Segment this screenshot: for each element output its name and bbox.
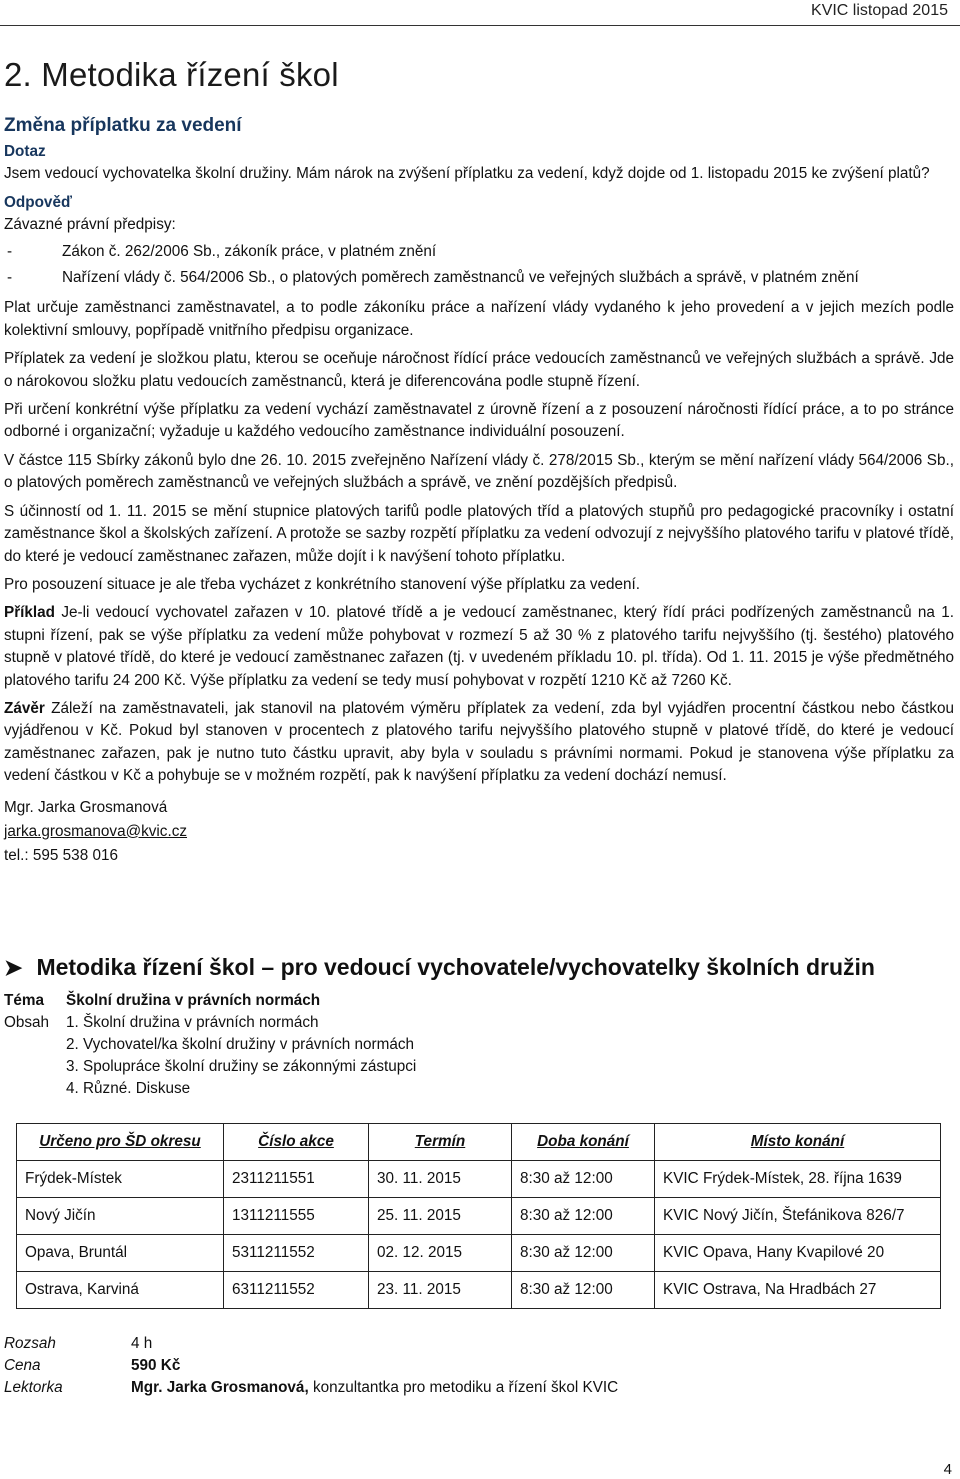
obsah-label: Obsah bbox=[4, 1014, 50, 1031]
obsah-item: 4. Různé. Diskuse bbox=[66, 1080, 191, 1097]
table-row bbox=[17, 1198, 941, 1235]
regulation-text: Zákon č. 262/2006 Sb., zákoník práce, v platném znění bbox=[62, 242, 437, 260]
paragraph: V částce 115 Sbírky zákonů bylo dne 26. 10. 2015 zveřejněno Nařízení vlády č. 278/2015 Sb., kterým se mění nařízení vlády 564/2006 Sb., o platových poměrech zaměstnanců ve veřejných službách a správě, ve znění pozdějších předpisů. bbox=[4, 451, 954, 492]
obsah-item: 3. Spolupráce školní družiny se zákonnými zástupci bbox=[66, 1058, 417, 1075]
cell-place: KVIC Opava, Hany Kvapilové 20 bbox=[655, 1235, 941, 1272]
cell-time: 8:30 až 12:00 bbox=[512, 1235, 655, 1272]
cell-district: Frýdek-Místek bbox=[17, 1161, 224, 1198]
col-header-place: Místo konání bbox=[655, 1124, 941, 1161]
regulation-item bbox=[4, 241, 954, 263]
cell-date: 30. 11. 2015 bbox=[369, 1161, 512, 1198]
question-text: Jsem vedoucí vychovatelka školní družiny. Mám nárok na zvýšení příplatku za vedení, když dojde od 1. listopadu 2015 ke zvýšení platů? bbox=[4, 165, 930, 183]
cena-label: Cena bbox=[4, 1357, 41, 1374]
col-header-number: Číslo akce bbox=[224, 1124, 369, 1161]
header-divider bbox=[0, 25, 960, 26]
tema-value: Školní družina v právních normách bbox=[66, 992, 321, 1009]
regulations-intro: Závazné právní předpisy: bbox=[4, 216, 176, 234]
lektorka-role: konzultantka pro metodiku a řízení škol KVIC bbox=[308, 1379, 619, 1396]
obsah-item: 1. Školní družina v právních normách bbox=[66, 1014, 319, 1031]
lektorka-label: Lektorka bbox=[4, 1379, 63, 1396]
page-number: 4 bbox=[943, 1461, 952, 1478]
table-row bbox=[17, 1161, 941, 1198]
col-header-district: Určeno pro ŠD okresu bbox=[17, 1124, 224, 1161]
table-row bbox=[17, 1235, 941, 1272]
regulation-item bbox=[4, 267, 954, 289]
paragraph: Plat určuje zaměstnanci zaměstnavatel, a to podle zákoníku práce a nařízení vlády vydaného k jeho provedení a v jejich mezích podle kolektivní smlouvy, popřípadě vnitřního předpisu organizace. bbox=[4, 299, 954, 339]
cell-date: 23. 11. 2015 bbox=[369, 1272, 512, 1309]
cell-place: KVIC Nový Jičín, Štefánikova 826/7 bbox=[655, 1198, 941, 1235]
cell-number: 5311211552 bbox=[224, 1235, 369, 1272]
lektorka-name: Mgr. Jarka Grosmanová, bbox=[131, 1379, 309, 1396]
cell-place: KVIC Frýdek-Místek, 28. října 1639 bbox=[655, 1161, 941, 1198]
course-info bbox=[4, 1333, 618, 1399]
example-label: Příklad bbox=[4, 604, 56, 622]
author-name: Mgr. Jarka Grosmanová bbox=[4, 798, 168, 816]
cell-time: 8:30 až 12:00 bbox=[512, 1272, 655, 1309]
rozsah-value: 4 h bbox=[131, 1335, 153, 1352]
conclusion-text: Záleží na zaměstnavateli, jak stanovil na platovém výměru příplatek za vedení, zda byl vyjádřen procentní částkou nebo částkou vyjádřenou v Kč. Pokud byl stanoven v procentech z platového tarifu nejvyššího platového stupně v platové třídě, do které je vedoucí zaměstnanec zařazen, pak je nutno tuto částku upravit, aby byla v souladu s právními normami. Pokud je stanovena výše příplatku za vedení částkou v Kč a pohybuje se v možném rozpětí, pak k navýšení příplatku za vedení dochází nemusí. bbox=[4, 699, 954, 785]
paragraph: Pro posouzení situace je ale třeba vycházet z konkrétního stanovení výše příplatku za vedení. bbox=[4, 575, 641, 593]
cell-date: 25. 11. 2015 bbox=[369, 1198, 512, 1235]
course-title: Metodika řízení škol – pro vedoucí vychovatele/vychovatelky školních družin bbox=[36, 954, 875, 980]
paragraph: Příplatek za vedení je složkou platu, kterou se oceňuje náročnost řídící práce vedoucích zaměstnanců ve veřejných službách a správě. Jde o nárokovou složku platu vedoucích zaměstnanců, která je diferencována podle stupně řízení. bbox=[4, 350, 954, 390]
cell-district: Ostrava, Karviná bbox=[17, 1272, 224, 1309]
col-header-time: Doba konání bbox=[512, 1124, 655, 1161]
regulation-text: Nařízení vlády č. 564/2006 Sb., o platových poměrech zaměstnanců ve veřejných službách a správě, v platném znění bbox=[62, 269, 859, 287]
author-contact bbox=[4, 796, 954, 868]
paragraph: Při určení konkrétní výše příplatku za vedení vychází zaměstnavatel z úrovně řízení a z posouzení náročnosti řídící práce, a to po stránce odborné i organizační; vyžaduje u každého vedoucího zaměstnance individuální posouzení. bbox=[4, 401, 954, 441]
table-header-row bbox=[17, 1124, 941, 1161]
example-text: Je-li vedoucí vychovatel zařazen v 10. platové třídě a je vedoucí zaměstnanec, který řídí práci podřízených zaměstnanců na 1. stupni řízení, pak se výše příplatku za vedení může pohybovat v rozmezí 5 až 30 % z platového tarifu nejvyššího (tj. šestého) platového stupně v platové třídě, do které je vedoucí zaměstnanec zařazen (tj. v uvedeném příkladu 10. pl. třída). Od 1. 11. 2015 je výše předmětného platového tarifu 24 200 Kč. Výše příplatku za vedení se tedy musí pohybovat v rozpětí 1210 Kč až 7260 Kč. bbox=[4, 604, 954, 689]
cell-place: KVIC Ostrava, Na Hradbách 27 bbox=[655, 1272, 941, 1309]
regulation-dash: - bbox=[7, 242, 13, 260]
cell-number: 6311211552 bbox=[224, 1272, 369, 1309]
conclusion-paragraph bbox=[4, 698, 954, 788]
question-label: Dotaz bbox=[4, 143, 46, 160]
cell-time: 8:30 až 12:00 bbox=[512, 1161, 655, 1198]
cell-number: 2311211551 bbox=[224, 1161, 369, 1198]
table-row bbox=[17, 1272, 941, 1309]
cell-number: 1311211555 bbox=[224, 1198, 369, 1235]
col-header-date: Termín bbox=[369, 1124, 512, 1161]
conclusion-label: Závěr bbox=[4, 699, 45, 717]
cell-district: Opava, Bruntál bbox=[17, 1235, 224, 1272]
course-topic bbox=[4, 990, 416, 1100]
regulation-dash: - bbox=[7, 269, 13, 287]
article bbox=[4, 113, 954, 868]
article-title: Změna příplatku za vedení bbox=[4, 115, 242, 136]
cell-time: 8:30 až 12:00 bbox=[512, 1198, 655, 1235]
arrow-bullet-icon: ➤ bbox=[4, 954, 23, 980]
cell-date: 02. 12. 2015 bbox=[369, 1235, 512, 1272]
paragraph: S účinností od 1. 11. 2015 se mění stupnice platových tarifů podle platových tříd a platových stupňů pro pedagogické pracovníky i ostatní zaměstnance škol a školských zařízení. A protože se sazby rozpětí příplatku za vedení odvozují z nejvyššího platového tarifu v platové třídě, do které je vedoucí zaměstnanec zařazen, může dojít i k navýšení tohoto příplatku. bbox=[4, 502, 954, 565]
tema-label: Téma bbox=[4, 992, 44, 1009]
obsah-item: 2. Vychovatel/ka školní družiny v právních normách bbox=[66, 1036, 415, 1053]
author-email-link[interactable]: jarka.grosmanova@kvic.cz bbox=[4, 822, 188, 840]
cell-district: Nový Jičín bbox=[17, 1198, 224, 1235]
section-title: 2. Metodika řízení škol bbox=[4, 56, 339, 93]
course-schedule-table bbox=[16, 1123, 941, 1309]
rozsah-label: Rozsah bbox=[4, 1335, 56, 1352]
author-phone: tel.: 595 538 016 bbox=[4, 846, 118, 864]
cena-value: 590 Kč bbox=[131, 1357, 181, 1374]
example-paragraph bbox=[4, 602, 954, 692]
header-text: KVIC listopad 2015 bbox=[811, 2, 948, 19]
answer-label: Odpověď bbox=[4, 193, 72, 211]
course-heading bbox=[4, 954, 875, 981]
